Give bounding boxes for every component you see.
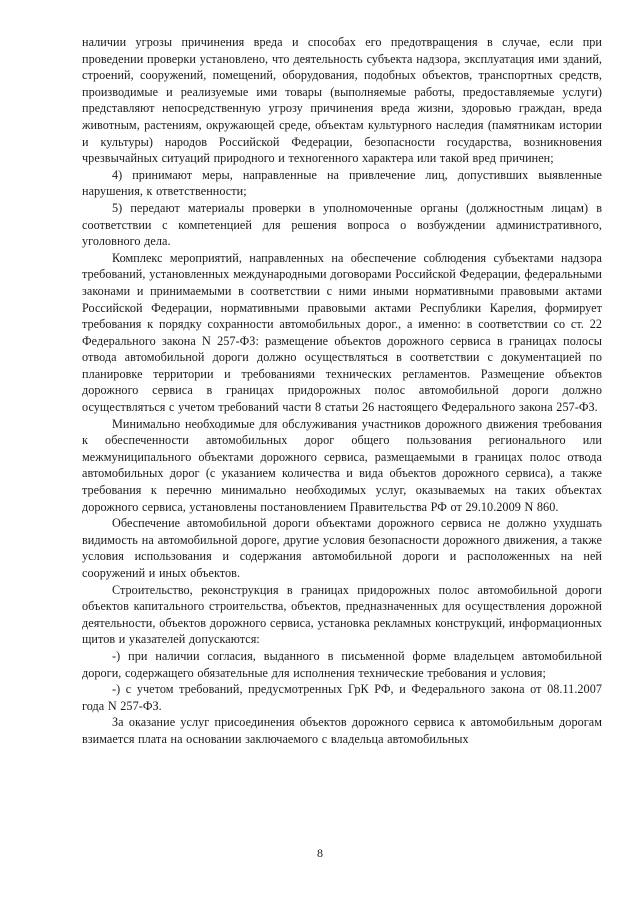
paragraph-condition-consent: -) при наличии согласия, выданного в письменной форме владельцем автомобильной дороги, содержащего обязательные для исполнения технические требования и условия; [82,648,602,680]
paragraph-construction-allowed: Строительство, реконструкция в границах придорожных полос автомобильной дороги объектов капитального строительства, объектов, предназначенных для осуществления дорожной деятельности, объектов дорожного сервиса, установка рекламных конструкций, информационных щитов и указателей допускаются: [82,582,602,647]
paragraph-item-5: 5) передают материалы проверки в уполномоченные органы (должностным лицам) в соответствии с компетенцией для решения вопроса о возбуждении административного, уголовного дела. [82,200,602,249]
paragraph-connection-fee: За оказание услуг присоединения объектов дорожного сервиса к автомобильным дорогам взимается плата на основании заключаемого с владельца автомобильных [82,715,602,746]
paragraph-road-service-provision: Обеспечение автомобильной дороги объектами дорожного сервиса не должно ухудшать видимость на автомобильной дороге, другие условия безопасности дорожного движения, а также условия использования и содержания автомобильной дороги и расположенных на ней сооружений и иных объектов. [82,516,602,580]
paragraph-item-4: 4) принимают меры, направленные на привлечение лиц, допустивших выявленные нарушения, к ответственности; [82,167,602,199]
paragraph-continuation: наличии угрозы причинения вреда и способах его предотвращения в случае, если при проведении проверки установлено, что деятельность субъекта надзора, эксплуатация ими зданий, строений, сооружений, помещений, оборудования, подобных объектов, транспортных средств, производимые и реализуемые ими товары (выполняемые работы, предоставляемые услуги) представляют непосредственную угрозу причинения вреда жизни, здоровью граждан, вреда животным, растениям, окружающей среде, объектам культурного наследия (памятникам истории и культуры) народов Российской Федерации, безопасности государства, возникновения чрезвычайных ситуаций природного и техногенного характера или такой вред причинен; [82,35,602,166]
paragraph-measures-complex: Комплекс мероприятий, направленных на обеспечение соблюдения субъектами надзора требований, установленных международными договорами Российской Федерации, федеральными законами и принимаемыми в соответствии с ними иными нормативными правовыми актами Российской Федерации, нормативными правовыми актами Республики Карелия, формирует требования к порядку сохранности автомобильных дорог., а именно: в соответствии со ст. 22 Федерального закона N 257-ФЗ: размещение объектов дорожного сервиса в границах полосы отвода автомобильной дороги должно осуществляться в соответствии с документацией по планировке территории и требованиями технических регламентов. Размещение объектов дорожного сервиса в границах придорожных полос автомобильной дороги должно осуществляться с учетом требований части 8 статьи 26 настоящего Федерального закона 257-ФЗ. [82,250,602,415]
page-number: 8 [317,846,323,860]
paragraph-condition-law: -) с учетом требований, предусмотренных ГрК РФ, и Федерального закона от 08.11.2007 года N 257-ФЗ. [82,682,602,713]
paragraph-minimum-requirements: Минимально необходимые для обслуживания участников дорожного движения требования к обеспеченности автомобильных дорог общего пользования регионального или межмуниципального объектами дорожного сервиса, размещаемыми в границах полос отвода автомобильных дорог (с указанием количества и вида объектов дорожного сервиса), а также требования к перечню минимально необходимых услуг, оказываемых на таких объектах дорожного сервиса, установлены постановлением Правительства РФ от 29.10.2009 N 860. [82,416,602,514]
